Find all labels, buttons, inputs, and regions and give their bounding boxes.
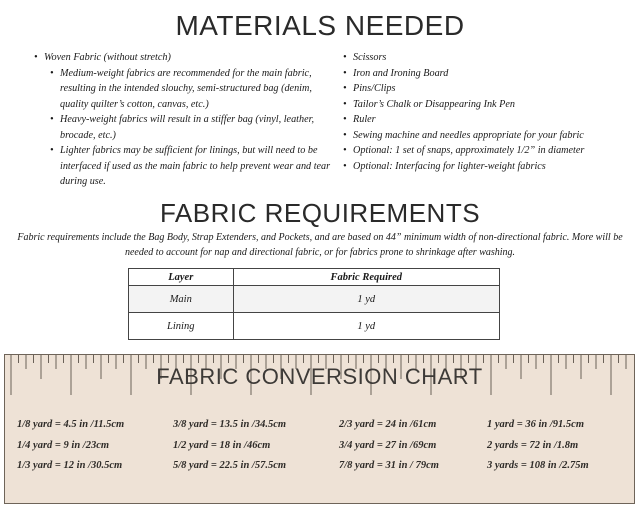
materials-right-column	[343, 50, 633, 174]
list-item	[343, 112, 633, 128]
conversion-entry: 3/8 yard = 13.5 in /34.5cm	[173, 419, 287, 430]
conversion-chart-title: FABRIC CONVERSION CHART	[156, 364, 483, 389]
list-item	[343, 159, 633, 175]
fabric-requirements-table	[128, 268, 500, 340]
list-item-text: Heavy-weight fabrics will result in a stiffer bag (vinyl, leather, brocade, etc.)	[60, 114, 314, 141]
fabric-conversion-ruler	[4, 354, 635, 504]
list-item-text: Ruler	[353, 114, 376, 125]
list-item	[343, 128, 633, 144]
list-item-text: Sewing machine and needles appropriate for your fabric	[353, 129, 584, 141]
list-item	[50, 112, 334, 143]
conversion-entry: 1/8 yard = 4.5 in /11.5cm	[17, 419, 125, 430]
list-item	[343, 66, 633, 82]
table-header-cell: Fabric Required	[233, 269, 499, 286]
table-cell: 1 yd	[233, 313, 499, 340]
conversion-entry: 5/8 yard = 22.5 in /57.5cm	[173, 460, 287, 471]
list-item-text: Iron and Ironing Board	[353, 67, 449, 79]
table-cell: 1 yd	[233, 286, 499, 313]
conversion-entry: 7/8 yard = 31 in / 79cm	[339, 460, 439, 471]
conversion-column	[173, 415, 286, 477]
conversion-entry: 3 yards = 108 in /2.75m	[487, 460, 589, 471]
table-cell: Main	[129, 286, 234, 313]
conversion-column	[487, 415, 589, 477]
list-item	[343, 50, 633, 66]
list-item	[343, 97, 633, 113]
table-header-row	[129, 269, 500, 286]
conversion-column	[17, 415, 124, 477]
list-item-text: Woven Fabric (without stretch)	[44, 52, 171, 63]
table-cell: Lining	[129, 313, 234, 340]
list-item	[343, 143, 633, 159]
list-item-text: Pins/Clips	[353, 83, 396, 94]
conversion-entry: 1 yard = 36 in /91.5cm	[487, 419, 584, 430]
conversion-column	[339, 415, 439, 477]
list-item-text: Tailor’s Chalk or Disappearing Ink Pen	[353, 98, 515, 110]
list-item-text: Optional: Interfacing for lighter-weight fabrics	[353, 160, 546, 172]
list-item-text: Optional: 1 set of snaps, approximately 1/2” in diameter	[353, 145, 585, 156]
list-item-text: Scissors	[353, 52, 387, 63]
list-item-text: Lighter fabrics may be sufficient for linings, but will need to be interfaced if used as the main fabric to help prevent wear and tear during use.	[60, 145, 331, 187]
conversion-entry: 1/4 yard = 9 in /23cm	[17, 439, 110, 451]
fabric-requirements-intro: Fabric requirements include the Bag Body, Strap Extenders, and Pockets, and are based on 44” minimum width of non-directional fabric. More will be needed to account for nap and directional fabric, or for fabrics prone to shrinkage after washing.	[17, 232, 623, 258]
list-item	[50, 143, 334, 190]
fabric-requirements-title: FABRIC REQUIREMENTS	[159, 198, 481, 228]
conversion-entry: 2/3 yard = 24 in /61cm	[339, 419, 437, 430]
materials-title: MATERIALS NEEDED	[175, 10, 465, 41]
conversion-entry: 2 yards = 72 in /1.8m	[487, 439, 579, 451]
conversion-entry: 1/2 yard = 18 in /46cm	[173, 439, 271, 451]
materials-left-column	[34, 50, 334, 190]
table-header-cell: Layer	[129, 269, 234, 286]
list-item	[34, 50, 334, 66]
list-item	[343, 81, 633, 97]
table-row	[129, 313, 500, 340]
table-row	[129, 286, 500, 313]
conversion-entry: 1/3 yard = 12 in /30.5cm	[17, 460, 123, 471]
list-item-text: Medium-weight fabrics are recommended for the main fabric, resulting in the intended slouchy, semi-structured bag (denim, quality quilter’s cotton, canvas, etc.)	[60, 67, 312, 110]
conversion-entry: 3/4 yard = 27 in /69cm	[339, 439, 437, 451]
list-item	[50, 66, 334, 113]
